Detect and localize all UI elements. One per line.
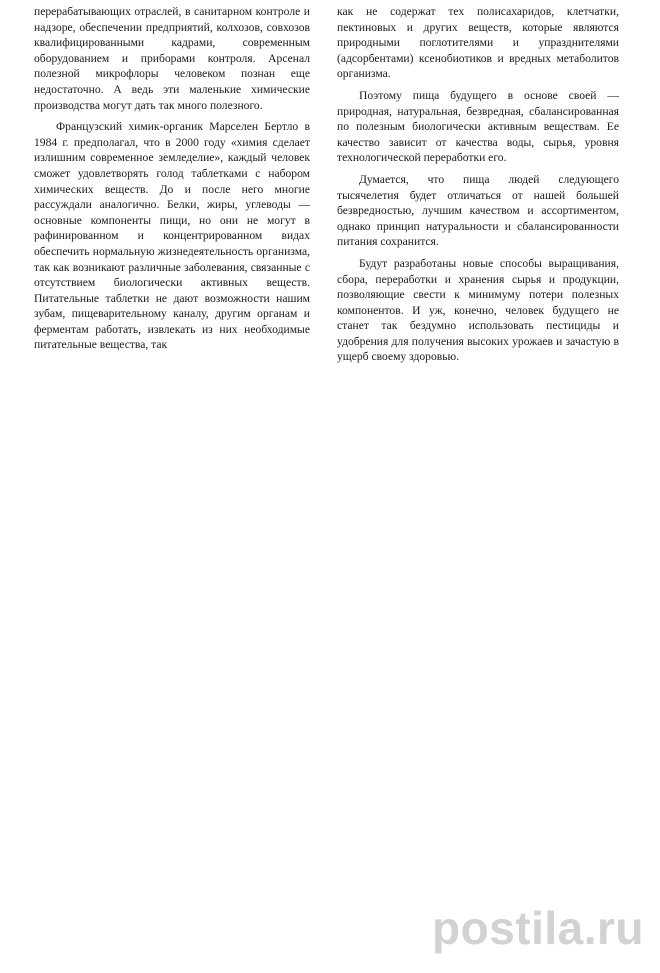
paragraph: перерабатывающих отраслей, в санитарном контроле и надзоре, обеспечении предприятий, колхозов, совхозов квалифицированными кадрами, современным оборудованием и приборами контроля. Арсенал полезной микрофлоры человеком познан еще недостаточно. А ведь эти маленькие химические производства могут дать так много полезного. bbox=[34, 5, 310, 112]
paragraph: как не содержат тех полисахаридов, клетчатки, пектиновых и других веществ, которые являются природными поглотителями и упразднителями (адсорбентами) ксенобиотиков и вредных метаболитов организма. bbox=[337, 5, 619, 81]
right-text-column bbox=[337, 4, 619, 371]
paragraph: Поэтому пища будущего в основе своей — природная, натуральная, безвредная, сбалансированная по полезным биологически активным веществам. Ее качество зависит от качества воды, сырья, уровня технологической переработки его. bbox=[337, 88, 619, 165]
paragraph: Будут разработаны новые способы выращивания, сбора, переработки и хранения сырья и продукции, позволяющие свести к минимуму потери полезных компонентов. И уж, конечно, человек будущего не станет так бездумно использовать пестициды и удобрения для получения высоких урожаев и зачастую в ущерб своему здоровью. bbox=[337, 256, 619, 364]
watermark-text: postila.ru bbox=[432, 902, 645, 954]
left-text-column bbox=[34, 4, 310, 359]
watermark-logo bbox=[432, 900, 644, 956]
paragraph: Думается, что пища людей следующего тысячелетия будет отличаться от нашей большей безвредностью, лучшим качеством и ассортиментом, однако принцип натуральности и сбалансированности питания сохранится. bbox=[337, 172, 619, 249]
paragraph: Французский химик-органик Марселен Бертло в 1984 г. предполагал, что в 2000 году «химия сделает излишним современное земледелие», каждый человек сможет удовлетворять голод таблетками с набором химических веществ. До и после него многие рассуждали аналогично. Белки, жиры, углеводы — основные компоненты пищи, но они не могут в рафинированном и концентрированном видах обеспечить нормальную жизнедеятельность организма, так как возникают различные заболевания, связанные с отсутствием биологически активных веществ. Питательные таблетки не дают возможности нашим зубам, пищеварительному каналу, другим органам и ферментам работать, извлекать из них необходимые питательные вещества, так bbox=[34, 120, 310, 352]
